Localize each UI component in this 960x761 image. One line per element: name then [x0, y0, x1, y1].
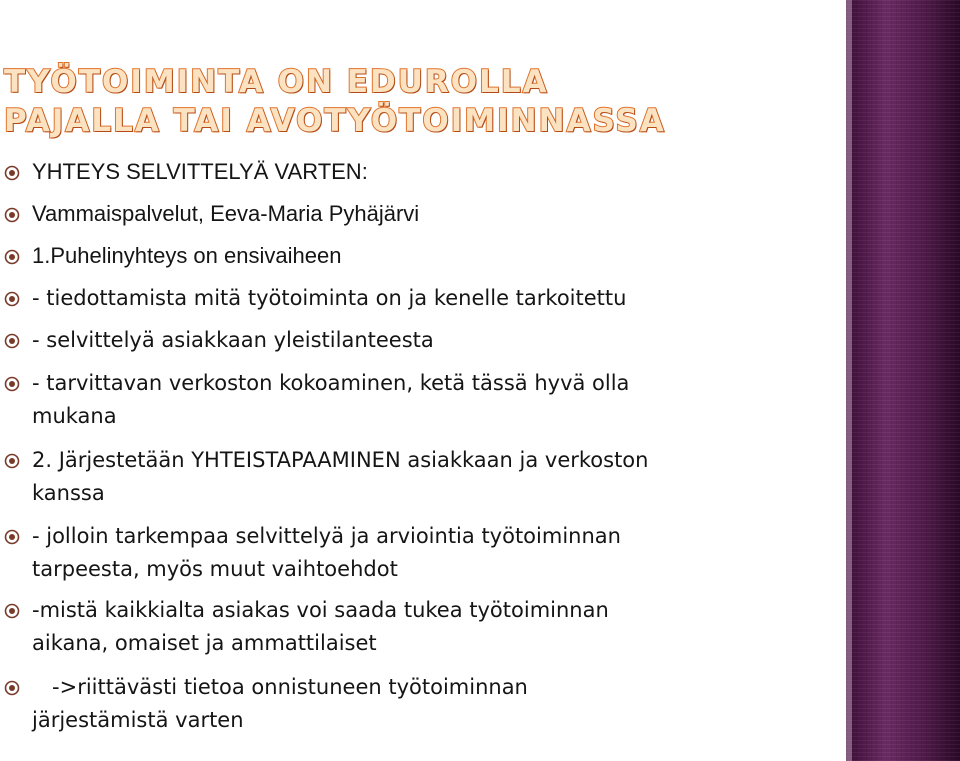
bullet-text: - tarvittavan verkoston kokoaminen, ketä tässä hyvä olla — [32, 371, 630, 395]
circle-bullet-icon — [4, 529, 20, 545]
bullet-text: - jolloin tarkempaa selvittelyä ja arviointia työtoiminnan — [32, 524, 621, 548]
sidebar-edge — [846, 0, 852, 761]
circle-bullet-icon — [4, 603, 20, 619]
circle-bullet-icon — [4, 376, 20, 392]
bullet-text: YHTEYS SELVITTELYÄ VARTEN: — [32, 159, 368, 184]
bullet-text: 2. Järjestetään YHTEISTAPAAMINEN asiakkaan ja verkoston — [32, 448, 649, 472]
circle-bullet-icon — [4, 453, 20, 469]
circle-bullet-icon — [4, 680, 20, 696]
bullet-text: 1.Puhelinyhteys on ensivaiheen — [32, 243, 342, 268]
circle-bullet-icon — [4, 165, 20, 181]
bullet-text: - selvittelyä asiakkaan yleistilanteesta — [32, 328, 434, 352]
bullet-text: -mistä kaikkialta asiakas voi saada tukea työtoiminnan — [32, 598, 609, 622]
bullet-text: Vammaispalvelut, Eeva-Maria Pyhäjärvi — [32, 201, 420, 226]
slide-title-line-2: PAJALLA TAI AVOTYÖTOIMINNASSA — [4, 103, 666, 139]
bullet-text-continuation: tarpeesta, myös muut vaihtoehdot — [32, 557, 398, 581]
slide-title-line-1: TYÖTOIMINTA ON EDUROLLA — [4, 64, 549, 100]
circle-bullet-icon — [4, 207, 20, 223]
decorative-sidebar — [846, 0, 960, 761]
bullet-text: ->riittävästi tietoa onnistuneen työtoiminnan — [32, 675, 528, 699]
circle-bullet-icon — [4, 291, 20, 307]
bullet-text-continuation: aikana, omaiset ja ammattilaiset — [32, 631, 377, 655]
circle-bullet-icon — [4, 333, 20, 349]
bullet-text: - tiedottamista mitä työtoiminta on ja kenelle tarkoitettu — [32, 286, 627, 310]
sidebar-texture — [846, 0, 960, 761]
bullet-text-continuation: järjestämistä varten — [32, 708, 244, 732]
bullet-text-continuation: kanssa — [32, 481, 105, 505]
circle-bullet-icon — [4, 249, 20, 265]
bullet-text-continuation: mukana — [32, 404, 117, 428]
